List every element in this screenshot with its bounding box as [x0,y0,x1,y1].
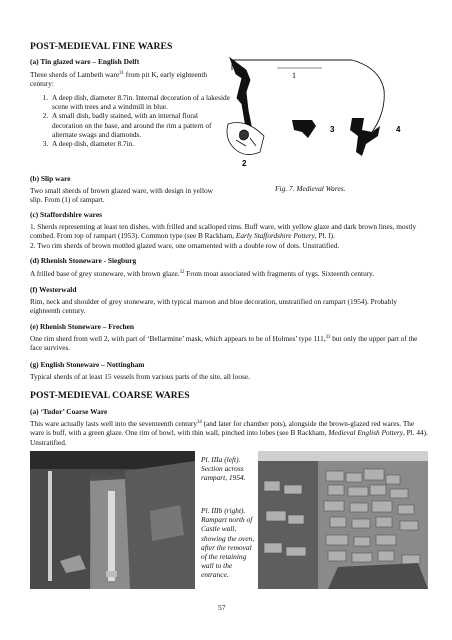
text: , Pl. I). [314,231,335,241]
figure-caption: Fig. 7. Medieval Wares. [275,184,346,193]
figure-label-2: 2 [242,159,247,168]
subsection-title-staffordshire: (c) Staffordshire wares [30,210,102,219]
text: 1. Sherds representing at least ten dishes, with frilled and scalloped rims. Buff ware, with yellow glaze and dark brown lines, mostly combed. From top of rampart (1953). Common type (see B Rackham, [30,222,417,241]
plate-3a-image [30,451,195,589]
plate-3b-photo [258,451,428,589]
page-number: 57 [218,603,226,612]
text: from pit K, early eighteenth century: [30,70,208,89]
footnote-ref: 33 [325,335,331,340]
paragraph-nottingham: Typical sherds of at least 15 vessels from various parts of the site, all loose. [30,372,250,381]
subsection-title-slip-ware: (b) Slip ware [30,174,71,183]
delft-sherd-list [30,93,230,148]
list-item: 1. A deep dish, diameter 8.7in. Internal decoration of a lakeside scene with trees and a windmill in blue. [50,93,230,111]
subsection-title-siegburg: (d) Rhenish Stoneware - Siegburg [30,256,137,265]
text: From moat associated with fragments of tygs. Sixteenth century. [184,269,375,278]
text: A frilled base of grey stoneware, with brown glaze. [30,269,180,278]
figure-label-4: 4 [396,125,401,134]
text: This ware actually lasts well into the seventeenth century [30,419,197,428]
paragraph-frechen [30,334,425,353]
text: but only the upper part of the face survives. [30,334,418,353]
list-item: 3. A deep dish, diameter 8.7in. [50,139,230,148]
citation-title: Early Staffordshire Pottery [235,231,315,241]
figure-label-1: 1 [292,71,296,80]
section-heading-fine-wares: POST-MEDIEVAL FINE WARES [30,41,173,52]
list-item: 2. A small dish, badly stained, with an internal floral decoration on the base, and around the rim a pattern of alternate swags and diamonds. [50,111,230,139]
figure-label-3: 3 [330,125,335,134]
paragraph-westerwald: Rim, neck and shoulder of grey stoneware, with typical maroon and blue decoration, unstratified on rampart (1954). Probably eighteenth century. [30,297,397,316]
subsection-title-tudor: (a) ‘Tudor’ Coarse Ware [30,407,108,416]
text: One rim sherd from well 2, with part of ‘Bellarmine’ mask, which appears to be of Holmes’ type 111, [30,334,326,343]
plate-3b-caption: Pl. IIIb (right). Rampart north of Castle wall, showing the oven, after the removal of the retaining wall to the entrance. [201,506,255,580]
plate-3a-caption: Pl. IIIa (left). Section across rampart, 1954. [201,455,246,483]
subsection-title-tin-glazed: (a) Tin glazed ware – English Delft [30,57,140,66]
text: , Pl. 44). Unstratified. [30,428,428,447]
text: (and later for chamber pots), alongside the brown-glazed red wares. The ware is buff, with a green glaze. One rim of bowl, with thin wall, pinched into lobes (see B Rackham, [30,419,415,438]
paragraph-staffordshire-1 [30,222,425,241]
fig-7-pottery-drawings [212,40,424,180]
sherd-4-profile [350,118,380,156]
citation-title: Medieval English Pottery [328,428,403,438]
subsection-title-nottingham: (g) English Stoneware – Nottingham [30,360,145,369]
footnote-ref: 34 [196,420,202,425]
sherd-3-profile [292,120,316,138]
subsection-title-frechen: (e) Rhenish Stoneware – Frechen [30,322,135,331]
footnote-ref: 31 [119,71,124,76]
section-heading-coarse-wares: POST-MEDIEVAL COARSE WARES [30,390,190,401]
subsection-title-westerwald: (f) Westerwald [30,285,77,294]
paragraph-siegburg [30,269,430,278]
plate-3a-photo [30,451,195,589]
sherd-2-decorated [227,123,264,155]
paragraph-slip-ware: Two small sherds of brown glazed ware, with design in yellow slip. From (1) of rampart. [30,186,213,205]
text: Three sherds of Lambeth ware [30,70,120,79]
paragraph-staffordshire-2: 2. Two rim sherds of brown mottled glazed ware, one ornamented with a double row of dots. Unstratified. [30,241,340,250]
paragraph-tudor [30,419,428,447]
paragraph-lambeth-intro [30,70,210,89]
footnote-ref: 32 [179,270,185,275]
plate-3b-image [258,451,428,589]
